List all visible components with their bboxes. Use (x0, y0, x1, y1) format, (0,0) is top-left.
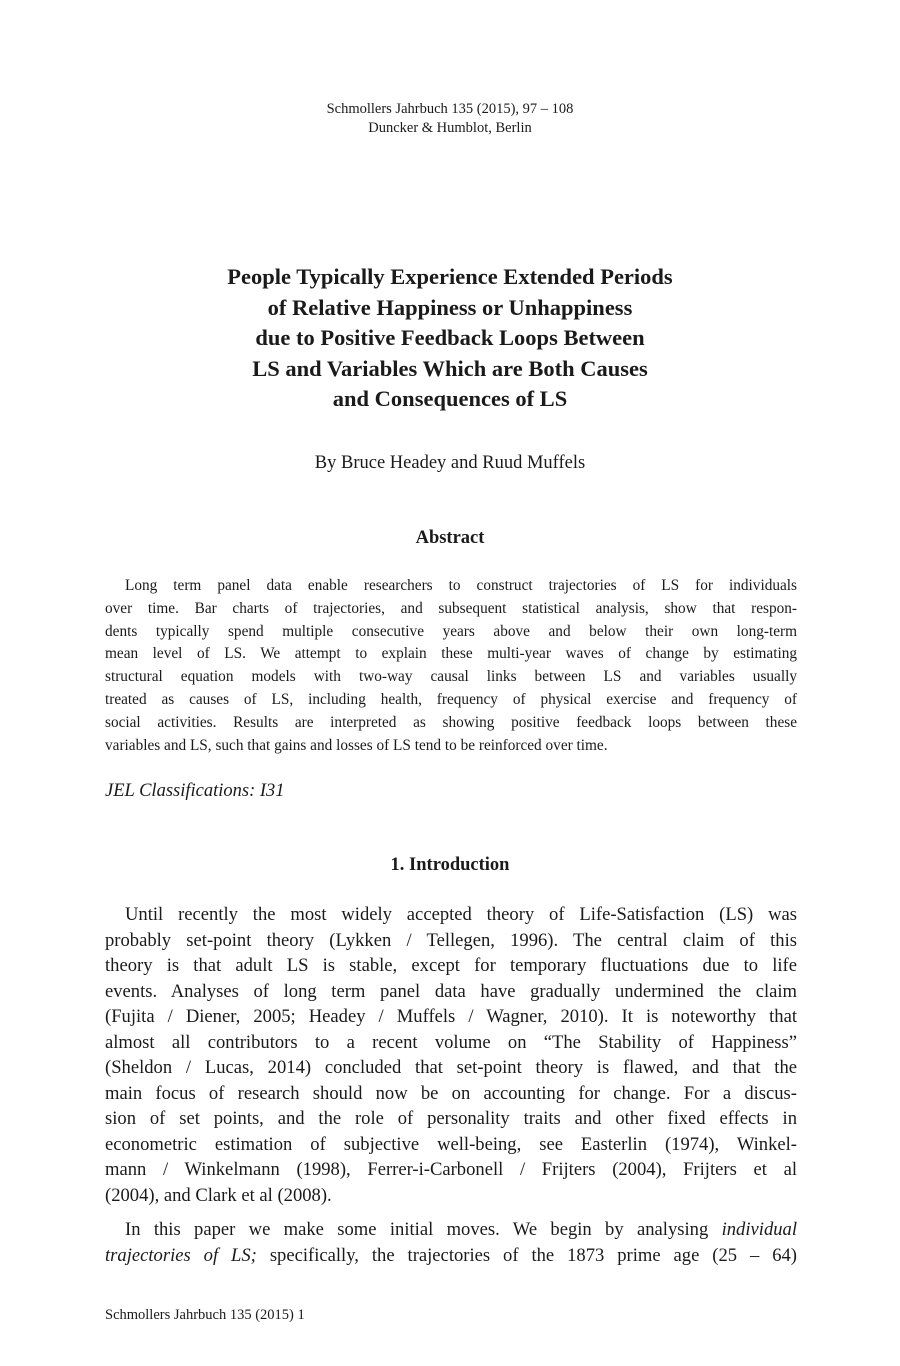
paragraph-line: Until recently the most widely accepted theory of Life-Satisfaction (LS) was (125, 904, 797, 925)
title-line: People Typically Experience Extended Periods (227, 264, 673, 289)
paragraph-line: (2004), and Clark et al (2008). (105, 1184, 332, 1206)
paragraph-line: (Sheldon / Lucas, 2014) concluded that set-point theory is flawed, and that the (105, 1057, 797, 1078)
abstract-line: structural equation models with two-way causal links between LS and variables usually (105, 668, 797, 686)
jel-classifications: JEL Classifications: I31 (105, 781, 285, 801)
paragraph-line: almost all contributors to a recent volume on “The Stability of Happiness” (105, 1031, 797, 1053)
publisher-line: Duncker & Humblot, Berlin (368, 120, 532, 136)
emphasis-text: individual (721, 1219, 797, 1240)
title-line: due to Positive Feedback Loops Between (255, 325, 645, 350)
journal-citation: Schmollers Jahrbuch 135 (2015), 97 – 108 (326, 101, 574, 117)
abstract-line: dents typically spend multiple consecutive years above and below their own long-term (105, 622, 797, 640)
paragraph-line: sion of set points, and the role of personality traits and other fixed effects in (105, 1108, 797, 1129)
journal-header (0, 100, 900, 138)
paragraph-line: econometric estimation of subjective well-being, see Easterlin (1974), Winkel- (105, 1133, 797, 1155)
page-footer: Schmollers Jahrbuch 135 (2015) 1 (105, 1307, 305, 1323)
abstract-line: mean level of LS. We attempt to explain these multi-year waves of change by estimating (105, 645, 797, 663)
author-byline: By Bruce Headey and Ruud Muffels (314, 453, 586, 473)
abstract-line: over time. Bar charts of trajectories, and subsequent statistical analysis, show that respon- (105, 599, 797, 617)
introduction-heading: 1. Introduction (390, 855, 510, 875)
paragraph-line: main focus of research should now be on accounting for change. For a discus- (105, 1082, 797, 1104)
abstract-line: Long term panel data enable researchers to construct trajectories of LS for individuals (125, 577, 797, 594)
abstract-line: variables and LS, such that gains and losses of LS tend to be reinforced over time. (105, 736, 608, 754)
title-line: of Relative Happiness or Unhappiness (267, 294, 633, 320)
paragraph-line: (Fujita / Diener, 2005; Headey / Muffels / Wagner, 2010). It is noteworthy that (105, 1006, 797, 1027)
emphasis-text: trajectories of LS; (105, 1244, 257, 1266)
abstract-line: social activities. Results are interpreted as showing positive feedback loops between these (105, 713, 797, 731)
paragraph-line (105, 1217, 797, 1243)
introduction-paragraph-1 (105, 902, 797, 1208)
abstract-text (105, 575, 797, 757)
paragraph-line: probably set-point theory (Lykken / Tellegen, 1996). The central claim of this (105, 929, 797, 951)
abstract-line: treated as causes of LS, including health, frequency of physical exercise and frequency of (105, 690, 797, 708)
introduction-paragraph-2 (105, 1217, 797, 1268)
paragraph-line (105, 1243, 797, 1269)
article-title (150, 262, 750, 415)
abstract-heading: Abstract (415, 528, 485, 548)
paragraph-line: theory is that adult LS is stable, except for temporary fluctuations due to life (105, 955, 797, 976)
paragraph-line: events. Analyses of long term panel data have gradually undermined the claim (105, 980, 797, 1002)
title-line: LS and Variables Which are Both Causes (252, 355, 648, 381)
paragraph-text: In this paper we make some initial moves. We begin by analysing (125, 1219, 722, 1240)
paragraph-line: mann / Winkelmann (1998), Ferrer-i-Carbonell / Frijters (2004), Frijters et al (105, 1159, 797, 1180)
title-line: and Consequences of LS (332, 386, 568, 411)
paragraph-text: specifically, the trajectories of the 1873 prime age (25 – 64) (256, 1244, 797, 1266)
